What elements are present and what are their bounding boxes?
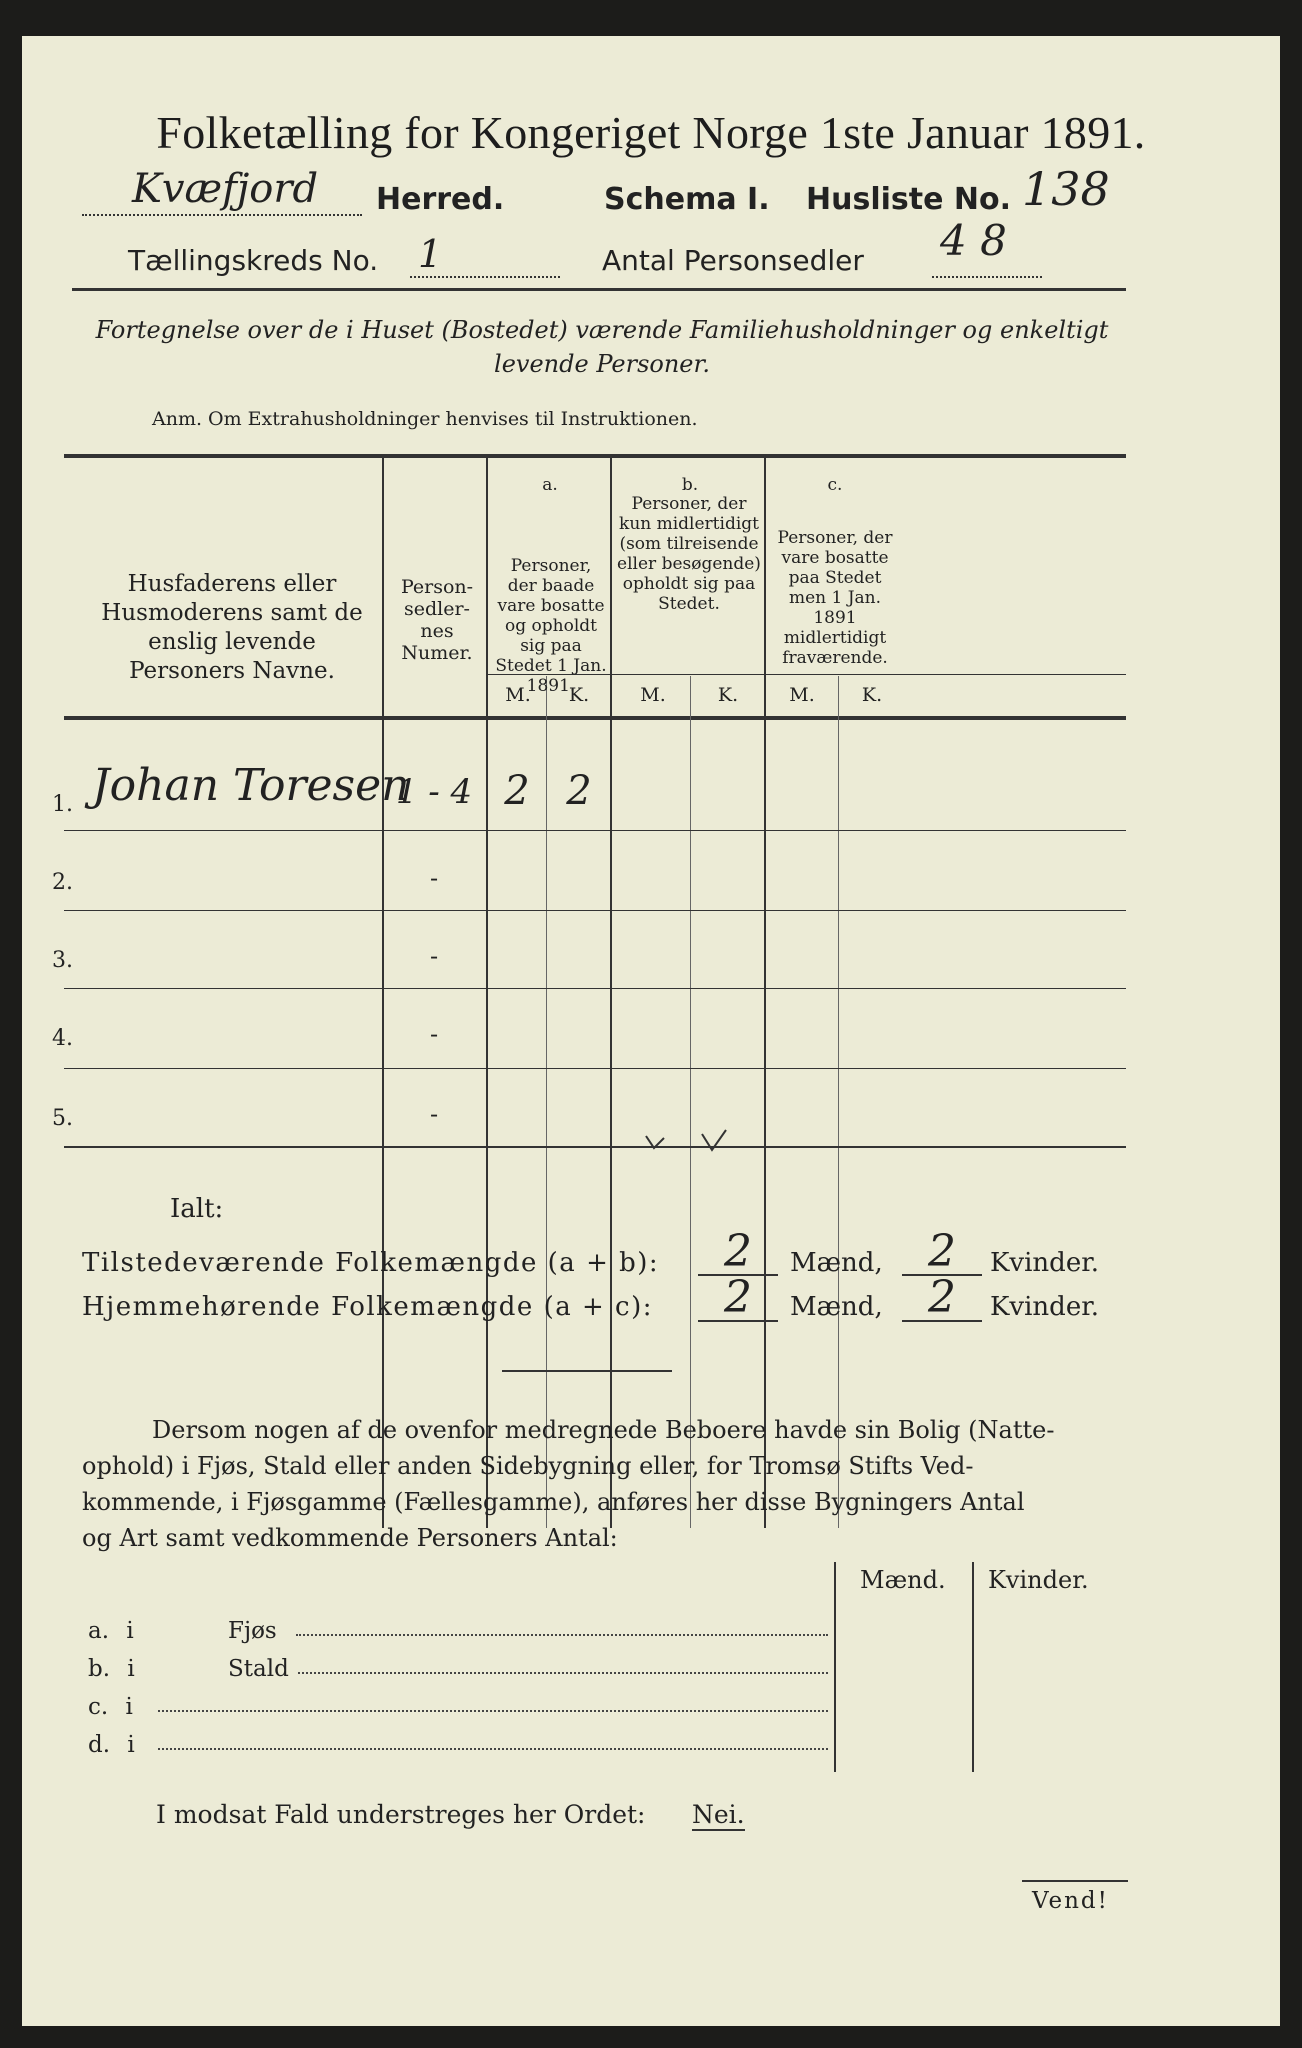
buildings-col-kvinder: Kvinder. <box>988 1566 1089 1594</box>
buildings-col-maend: Mænd. <box>860 1566 946 1594</box>
building-c-dots <box>158 1710 828 1712</box>
para-line4: og Art samt vedkommende Personers Antal: <box>82 1524 618 1552</box>
col-header-a <box>494 556 608 696</box>
b-k-header: K. <box>717 684 739 706</box>
subtitle-line2: levende Personer. <box>494 350 710 378</box>
row-1-numer: 1 - 4 <box>395 772 473 812</box>
total-line2-k: 2 <box>928 1272 956 1323</box>
building-a-i: i <box>126 1618 134 1644</box>
header-rule <box>72 288 1126 291</box>
modsat-text: I modsat Fald understreges her Ordet: <box>156 1800 646 1829</box>
c-k-header: K. <box>861 684 883 706</box>
separator-rule <box>502 1370 672 1372</box>
row-4-rule <box>64 1068 1126 1069</box>
col-c-letter: c. <box>827 475 843 495</box>
total-line1-kvinder: Kvinder. <box>990 1248 1100 1278</box>
total-line2-m: 2 <box>724 1272 752 1323</box>
col-header-names-text: Husfaderens eller Husmoderens samt de enslig levende Personers Navne. <box>101 571 363 684</box>
building-b-i: i <box>127 1656 135 1682</box>
building-b-dots <box>298 1672 828 1674</box>
herred-field <box>82 166 362 216</box>
total-line1-m: 2 <box>724 1226 752 1277</box>
b-m-header: M. <box>640 684 666 706</box>
para-line1: Dersom nogen af de ovenfor medregnede Beboere havde sin Bolig (Natte- <box>152 1416 1055 1444</box>
row-4-number: 4. <box>52 1026 73 1051</box>
row-1-a-k: 2 <box>566 768 592 814</box>
table-rows <box>22 720 1280 1051</box>
col-header-numer <box>392 576 482 664</box>
col-header-a-text: Personer, der baade vare bosatte og opholdt sig paa Stedet 1 Jan. 1891. <box>495 556 607 696</box>
checkmarks <box>642 1126 782 1160</box>
row-3-number: 3. <box>52 948 73 973</box>
total-line1-maend: Mænd, <box>790 1248 883 1278</box>
row-4-numer: - <box>429 1020 439 1048</box>
building-a-label: Fjøs <box>228 1618 277 1644</box>
row-5-numer: - <box>429 1100 439 1128</box>
para-line2: ophold) i Fjøs, Stald eller anden Sidebygning eller, for Tromsø Stifts Ved- <box>82 1452 974 1480</box>
total-line2-kvinder: Kvinder. <box>990 1292 1100 1322</box>
husliste-value: 138 <box>1022 162 1110 216</box>
building-d-dots <box>158 1748 828 1750</box>
row-1-number: 1. <box>52 792 73 817</box>
row-3-rule <box>64 988 1126 989</box>
kreds-label: Tællingskreds No. <box>128 244 379 277</box>
census-form-sheet <box>22 36 1280 2026</box>
building-item-c <box>88 1694 828 1720</box>
col-header-c-text: Personer, der vare bosatte paa Stedet men 1 Jan. 1891 midlertidigt fraværende. <box>777 528 893 668</box>
row-3-numer: - <box>429 942 439 970</box>
ialt-label: Ialt: <box>170 1194 224 1224</box>
total-line1-k: 2 <box>928 1226 956 1277</box>
building-c-i: i <box>125 1694 133 1720</box>
building-item-b <box>88 1656 828 1682</box>
vend-rule <box>1022 1880 1128 1882</box>
building-c-letter: c. <box>88 1694 109 1720</box>
subtitle-line1: Fortegnelse over de i Huset (Bostedet) værende Familiehusholdninger og enkeltigt <box>95 316 1109 344</box>
building-item-d <box>88 1732 828 1758</box>
row-2-rule <box>64 910 1126 911</box>
row-1-name: Johan Toresen <box>92 760 410 811</box>
row-2-number: 2. <box>52 870 73 895</box>
total-line1-label: Tilstedeværende Folkemængde (a + b): <box>82 1248 660 1278</box>
col-header-c <box>770 528 900 668</box>
antal-label: Antal Personsedler <box>602 244 864 277</box>
col-header-b-text: Personer, der kun midlertidigt (som tilreisende eller besøgende) opholdt sig paa Stedet. <box>617 494 761 614</box>
col-b-letter: b. <box>681 475 699 495</box>
buildings-vline-2 <box>972 1562 974 1772</box>
vend-text: Vend! <box>1032 1888 1109 1914</box>
schema-label: Schema I. <box>604 182 770 217</box>
row-5-number: 5. <box>52 1106 73 1131</box>
building-a-dots <box>296 1634 828 1636</box>
anm-note: Anm. Om Extrahusholdninger henvises til Instruktionen. <box>152 408 698 430</box>
form-title: Folketælling for Kongeriget Norge 1ste Januar 1891. <box>156 107 1146 158</box>
table-bottom-rule <box>64 1146 1126 1148</box>
row-2-numer: - <box>429 864 439 892</box>
building-b-label: Stald <box>228 1656 289 1682</box>
col-header-names <box>92 570 372 686</box>
building-d-letter: d. <box>88 1732 111 1758</box>
building-item-a <box>88 1618 828 1644</box>
col-header-numer-text: Person-sedler-nes Numer. <box>400 576 474 664</box>
herred-label: Herred. <box>376 182 505 217</box>
husliste-label: Husliste No. <box>806 182 1011 217</box>
antal-value: 4 8 <box>940 216 1007 265</box>
building-d-i: i <box>127 1732 135 1758</box>
total-line2-maend: Mænd, <box>790 1292 883 1322</box>
nei-word: Nei. <box>692 1800 745 1829</box>
building-a-letter: a. <box>88 1618 110 1644</box>
col-a-letter: a. <box>542 475 558 495</box>
a-m-header: M. <box>505 684 531 706</box>
table-top-rule <box>64 454 1126 458</box>
row-1-rule-right <box>384 830 1126 831</box>
para-line3: kommende, i Fjøsgamme (Fællesgamme), anføres her disse Bygningers Antal <box>82 1488 1025 1516</box>
c-m-header: M. <box>789 684 815 706</box>
building-b-letter: b. <box>88 1656 111 1682</box>
col-header-b <box>616 494 762 614</box>
total-line2-label: Hjemmehørende Folkemængde (a + c): <box>82 1292 653 1322</box>
buildings-vline-1 <box>834 1562 836 1772</box>
herred-value: Kvæfjord <box>132 166 319 212</box>
row-1-rule <box>64 830 382 831</box>
a-k-header: K. <box>568 684 590 706</box>
kreds-value: 1 <box>418 232 443 276</box>
row-1-a-m: 2 <box>504 768 530 814</box>
